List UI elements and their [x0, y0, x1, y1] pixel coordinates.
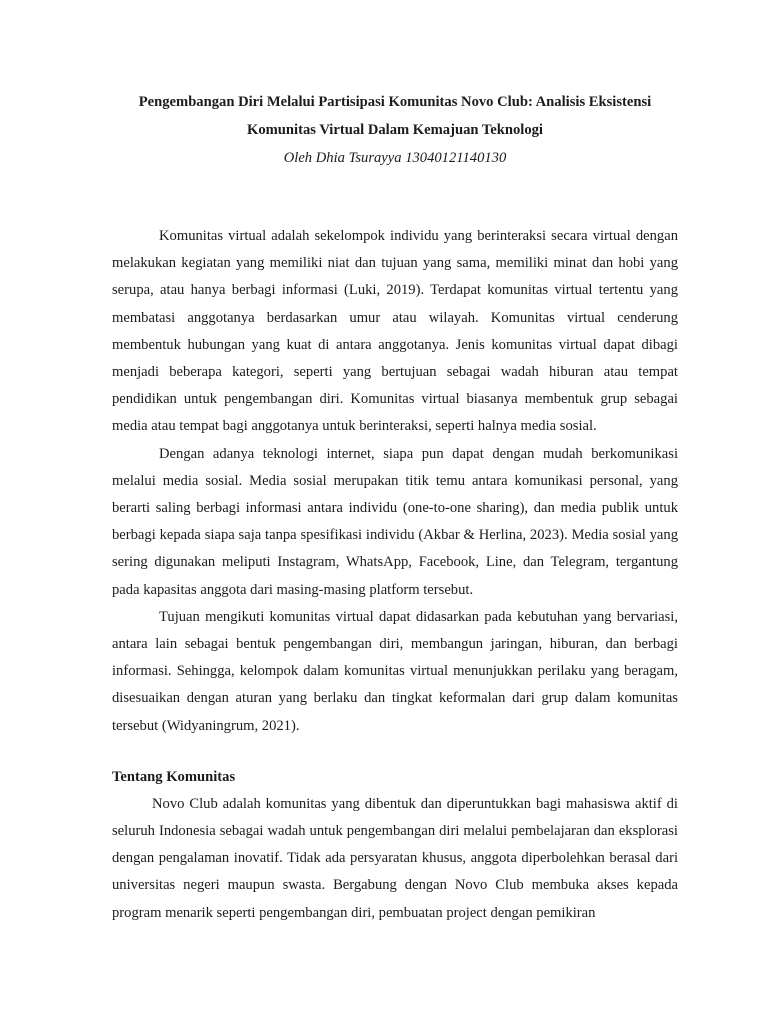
document-page: [112, 88, 678, 927]
section-paragraph: Novo Club adalah komunitas yang dibentuk dan diperuntukkan bagi mahasiswa aktif di seluruh Indonesia sebagai wadah untuk pengembangan diri melalui pembelajaran dan eksplorasi dengan pengalaman inovatif. Tidak ada persyaratan khusus, anggota diperbolehkan berasal dari universitas negeri maupun swasta. Bergabung dengan Novo Club membuka akses kepada program menarik seperti pengembangan diri, pembuatan project dengan pemikiran: [112, 795, 678, 921]
document-author: Oleh Dhia Tsurayya 13040121140130: [283, 150, 507, 166]
body-paragraph-2: Dengan adanya teknologi internet, siapa pun dapat dengan mudah berkomunikasi melalui media sosial. Media sosial merupakan titik temu antara komunikasi personal, yang berarti saling berbagi informasi antara individu (one-to-one sharing), dan media publik untuk berbagi kepada siapa saja tanpa spesifikasi individu (Akbar & Herlina, 2023). Media sosial yang sering digunakan meliputi Instagram, WhatsApp, Facebook, Line, dan Telegram, tergantung pada kapasitas anggota dari masing-masing platform tersebut.: [112, 445, 678, 598]
document-title-line-1: Pengembangan Diri Melalui Partisipasi Komunitas Novo Club: Analisis Eksistensi: [138, 94, 652, 110]
body-paragraph-3: Tujuan mengikuti komunitas virtual dapat didasarkan pada kebutuhan yang bervariasi, antara lain sebagai bentuk pengembangan diri, membangun jaringan, hiburan, dan berbagi informasi. Sehingga, kelompok dalam komunitas virtual menunjukkan perilaku yang beragam, disesuaikan dengan aturan yang berlaku dan tingkat keformalan dari grup dalam komunitas tersebut (Widyaningrum, 2021).: [112, 608, 678, 734]
document-title-line-2: Komunitas Virtual Dalam Kemajuan Teknologi: [247, 122, 543, 138]
section-heading: Tentang Komunitas: [112, 768, 236, 785]
body-paragraph-1: Komunitas virtual adalah sekelompok individu yang berinteraksi secara virtual dengan melakukan kegiatan yang memiliki niat dan tujuan yang sama, memiliki minat dan hobi yang serupa, atau hanya berbagi informasi (Luki, 2019). Terdapat komunitas virtual tertentu yang membatasi anggotanya berdasarkan umur atau wilayah. Komunitas virtual cenderung membentuk hubungan yang kuat di antara anggotanya. Jenis komunitas virtual dapat dibagi menjadi beberapa kategori, seperti yang bertujuan sebagai wadah hiburan atau tempat pendidikan untuk pengembangan diri. Komunitas virtual biasanya membentuk grup sebagai media atau tempat bagi anggotanya untuk berinteraksi, seperti halnya media sosial.: [112, 228, 678, 435]
